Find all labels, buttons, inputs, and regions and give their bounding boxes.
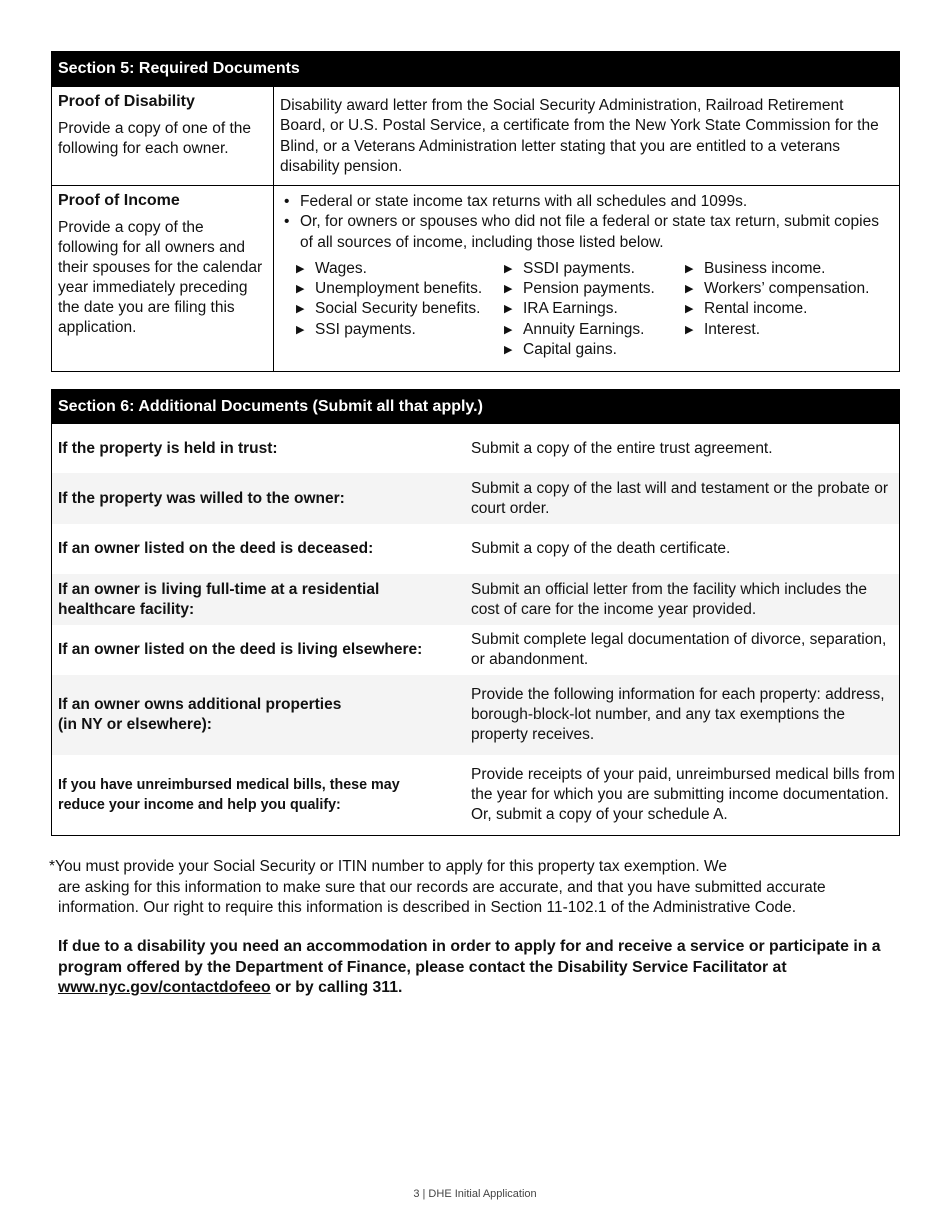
table-row — [52, 574, 899, 625]
list-item: ▶ Wages. — [296, 259, 504, 279]
list-item: ▶ IRA Earnings. — [504, 299, 685, 319]
condition-cell: If an owner listed on the deed is deceased: — [58, 540, 374, 557]
triangle-bullet-icon: ▶ — [685, 262, 694, 275]
table-row — [52, 625, 899, 675]
proof-of-disability-row — [52, 86, 899, 185]
section-6-header: Section 6: Additional Documents (Submit all that apply.) — [52, 390, 899, 424]
list-item: ▶ Rental income. — [685, 299, 869, 319]
table-row — [52, 524, 899, 574]
section-5-table — [51, 51, 900, 372]
ssn-note — [49, 857, 909, 919]
income-sources-col-1 — [296, 259, 504, 360]
triangle-bullet-icon: ▶ — [296, 283, 305, 296]
condition-cell: If the property is held in trust: — [58, 439, 278, 457]
table-row — [52, 755, 899, 835]
triangle-bullet-icon: ▶ — [685, 303, 694, 316]
list-item: ▶ Social Security benefits. — [296, 299, 504, 319]
condition-cell: If you have unreimbursed medical bills, these may reduce your income and help you qualify: — [58, 777, 400, 813]
ssn-note-line: information. Our right to require this information is described in Section 11-102.1 of the Administrative Code. — [58, 899, 797, 916]
triangle-bullet-icon: ▶ — [685, 323, 694, 336]
proof-of-disability-label-cell — [52, 87, 274, 185]
proof-of-income-label-cell — [52, 186, 274, 371]
proof-of-disability-desc: Provide a copy of one of the following for each owner. — [58, 120, 252, 157]
action-cell: Submit a copy of the entire trust agreement. — [471, 439, 773, 457]
table-row — [52, 675, 899, 755]
list-item: ▶ Workers’ compensation. — [685, 279, 869, 299]
triangle-bullet-icon: ▶ — [504, 323, 513, 336]
proof-of-income-row — [52, 185, 899, 371]
action-cell: Provide the following information for each property: address, borough-block-lot number, and any tax exemptions the property receives. — [471, 686, 885, 743]
contact-link[interactable]: www.nyc.gov/contactdofeeo — [58, 979, 271, 996]
list-item: ▶ SSDI payments. — [504, 259, 685, 279]
triangle-bullet-icon: ▶ — [504, 344, 513, 357]
triangle-bullet-icon: ▶ — [504, 303, 513, 316]
table-row — [52, 473, 899, 524]
section-5-header: Section 5: Required Documents — [52, 52, 899, 86]
accommodation-note: If due to a disability you need an accommodation in order to apply for and receive a service or participate in a program offered by the Department of Finance, please contact the Disability Service Facilitator at www.nyc.gov/contactdofeeo or by calling 311. — [58, 938, 881, 996]
condition-cell: If an owner is living full-time at a residential healthcare facility: — [58, 580, 380, 618]
triangle-bullet-icon: ▶ — [685, 283, 694, 296]
condition-cell: If an owner listed on the deed is living elsewhere: — [58, 641, 423, 658]
income-bullet-list — [280, 192, 893, 253]
page-footer: 3 | DHE Initial Application — [413, 1188, 537, 1200]
ssn-note-line: are asking for this information to make sure that our records are accurate, and that you have submitted accurate — [58, 878, 826, 896]
action-cell: Submit complete legal documentation of divorce, separation, or abandonment. — [471, 631, 887, 668]
table-row — [52, 424, 899, 473]
list-item: ▶ Business income. — [685, 259, 869, 279]
income-sources-col-2 — [504, 259, 685, 360]
list-item: • Or, for owners or spouses who did not file a federal or state tax return, submit copies of all sources of income, including those listed below. — [280, 212, 893, 253]
condition-cell: If an owner owns additional properties (in NY or elsewhere): — [58, 696, 342, 733]
income-sources-columns — [280, 259, 893, 360]
list-item: ▶ Interest. — [685, 320, 869, 340]
section-6-table — [51, 389, 900, 836]
action-cell: Submit an official letter from the facility which includes the cost of care for the income year provided. — [471, 580, 868, 618]
proof-of-income-desc: Provide a copy of the following for all owners and their spouses for the calendar year immediately preceding the date you are filing this application. — [58, 219, 263, 336]
list-item: ▶ Unemployment benefits. — [296, 279, 504, 299]
triangle-bullet-icon: ▶ — [504, 262, 513, 275]
triangle-bullet-icon: ▶ — [296, 323, 305, 336]
list-item: ▶ SSI payments. — [296, 320, 504, 340]
action-cell: Submit a copy of the death certificate. — [471, 540, 731, 557]
proof-of-income-title: Proof of Income — [58, 192, 180, 209]
income-sources-col-3 — [685, 259, 869, 360]
list-item: ▶ Pension payments. — [504, 279, 685, 299]
action-cell: Provide receipts of your paid, unreimbursed medical bills from the year for which you are submitting income documentation. Or, submit a copy of your schedule A. — [471, 766, 895, 823]
proof-of-disability-title: Proof of Disability — [58, 93, 195, 110]
triangle-bullet-icon: ▶ — [296, 262, 305, 275]
triangle-bullet-icon: ▶ — [296, 303, 305, 316]
proof-of-income-content — [274, 186, 899, 371]
list-item: • Federal or state income tax returns with all schedules and 1099s. — [280, 192, 893, 212]
proof-of-disability-text: Disability award letter from the Social Security Administration, Railroad Retirement Board, or U.S. Postal Service, a certificate from the New York State Commission for the Blind, or a Veterans Administration letter stating that you are entitled to a veterans disability pension. — [280, 97, 879, 175]
condition-cell: If the property was willed to the owner: — [58, 489, 345, 507]
list-item: ▶ Capital gains. — [504, 340, 685, 360]
action-cell: Submit a copy of the last will and testament or the probate or court order. — [471, 479, 889, 517]
ssn-note-line: *You must provide your Social Security or ITIN number to apply for this property tax exemption. We — [49, 858, 728, 875]
triangle-bullet-icon: ▶ — [504, 283, 513, 296]
list-item: ▶ Annuity Earnings. — [504, 320, 685, 340]
